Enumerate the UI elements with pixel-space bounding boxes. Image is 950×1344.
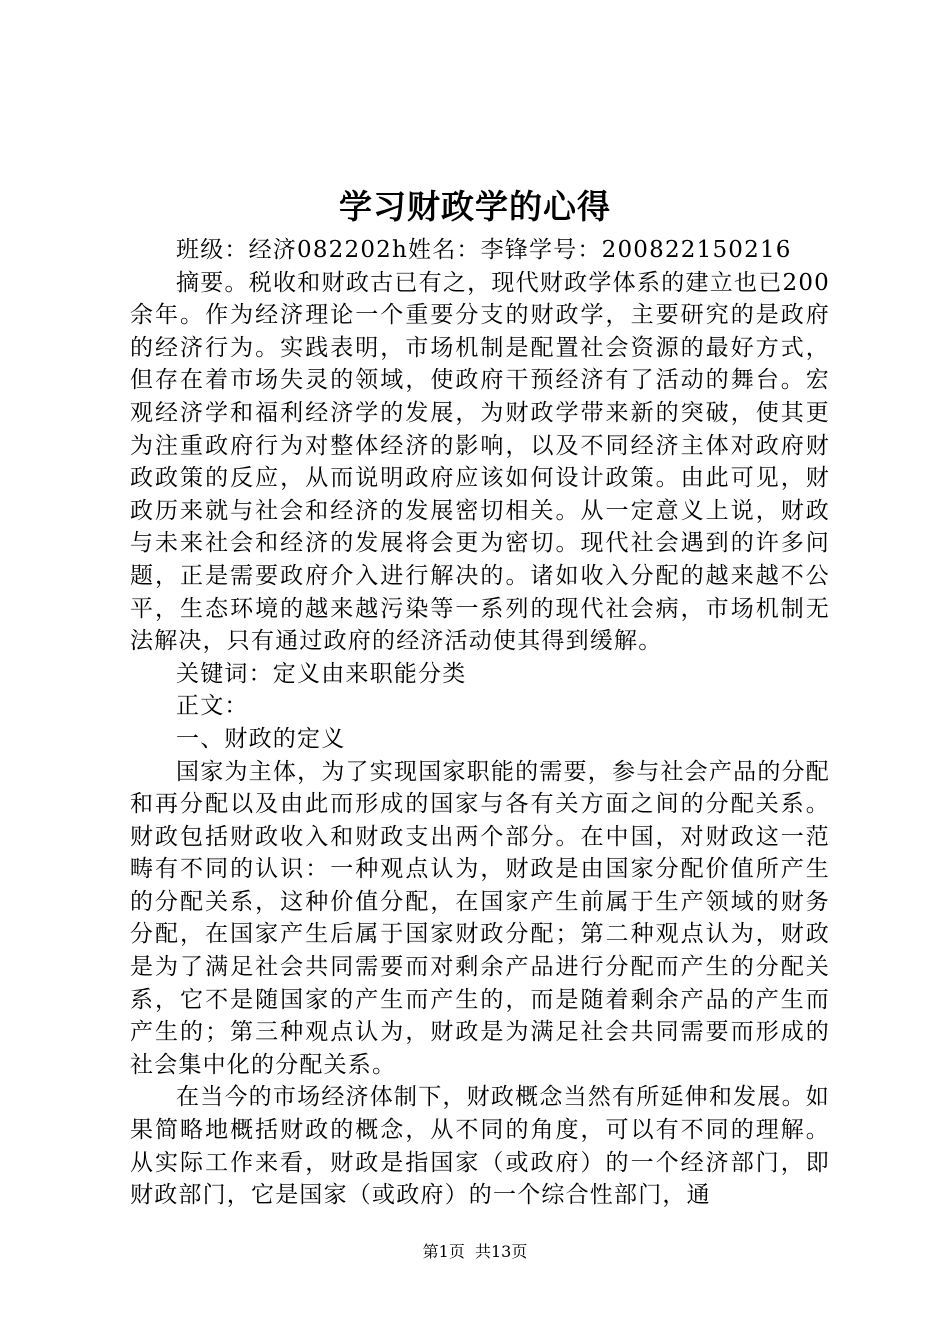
info-line: 班级：经济082202h姓名：李锋学号：200822150216 — [176, 237, 792, 263]
document-title: 学习财政学的心得 — [339, 187, 611, 226]
abstract-paragraph: 摘要。税收和财政古已有之，现代财政学体系的建立也已200余年。作为经济理论一个重要分支的财政学，主要研究的是政府的经济行为。实践表明，市场机制是配置社会资源的最好方式，但存在着市场失灵的领域，使政府干预经济有了活动的舞台。宏观经济学和福利经济学的发展，为财政学带来新的突破，使其更为注重政府行为对整体经济的影响，以及不同经济主体对政府财政政策的反应，从而说明政府应该如何设计政策。由此可见，财政历来就与社会和经济的发展密切相关。从一定意义上说，财政与未来社会和经济的发展将会更为密切。现代社会遇到的许多问题，正是需要政府介入进行解决的。诸如收入分配的越来越不公平，生态环境的越来越污染等一系列的现代社会病，市场机制无法解决，只有通过政府的经济活动使其得到缓解。 — [130, 269, 830, 655]
page-footer — [0, 1241, 950, 1263]
document-body — [130, 234, 830, 1212]
page-number: 第1页 共13页 — [422, 1242, 528, 1261]
body-paragraph: 在当今的市场经济体制下，财政概念当然有所延伸和发展。如果简略地概括财政的概念，从不同的角度，可以有不同的理解。从实际工作来看，财政是指国家（或政府）的一个经济部门，即财政部门，它是国家（或政府）的一个综合性部门，通 — [130, 1084, 830, 1209]
main-text-label: 正文： — [176, 693, 249, 720]
section-heading: 一、财政的定义 — [176, 725, 346, 752]
keywords-line: 关键词：定义由来职能分类 — [176, 660, 467, 687]
body-paragraph: 国家为主体，为了实现国家职能的需要，参与社会产品的分配和再分配以及由此而形成的国家与各有关方面之间的分配关系。财政包括财政收入和财政支出两个部分。在中国，对财政这一范畴有不同的认识：一种观点认为，财政是由国家分配价值所产生的分配关系，这种价值分配，在国家产生前属于生产领域的财务分配，在国家产生后属于国家财政分配；第二种观点认为，财政是为了满足社会共同需要而对剩余产品进行分配而产生的分配关系，它不是随国家的产生而产生的，而是随着剩余产品的产生而产生的；第三种观点认为，财政是为满足社会共同需要而形成的社会集中化的分配关系。 — [130, 758, 830, 1078]
